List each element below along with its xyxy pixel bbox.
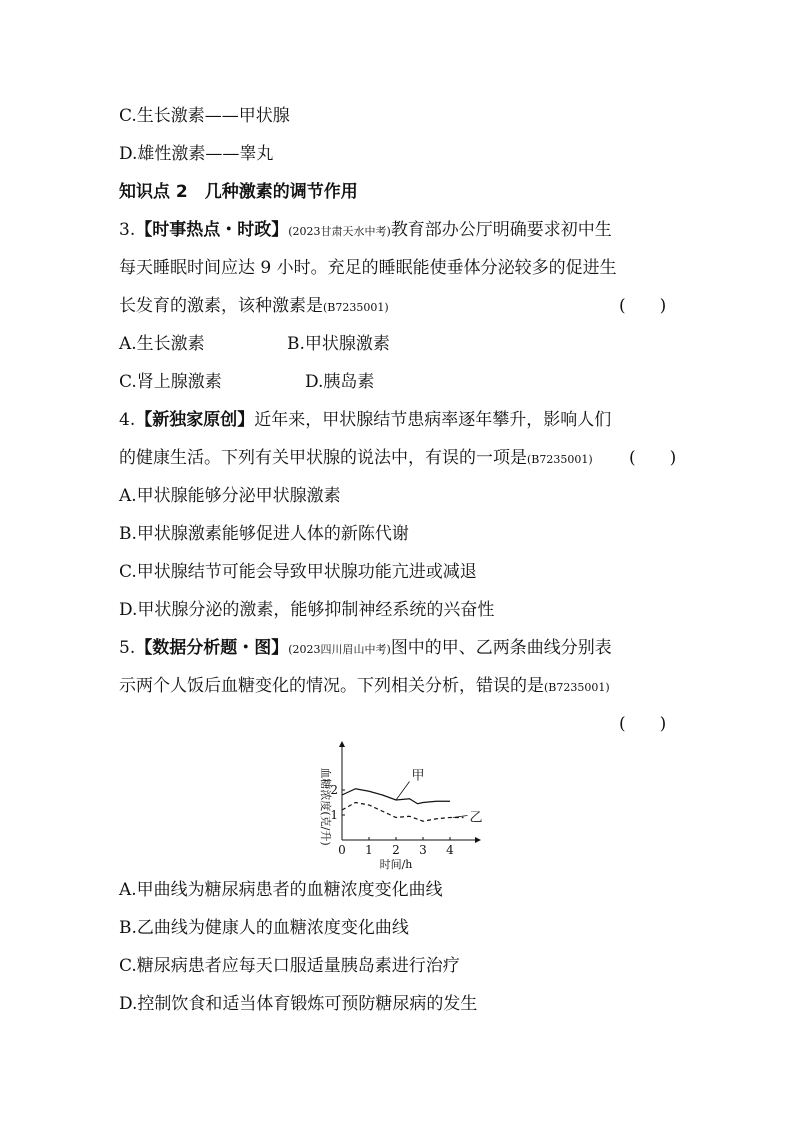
y-axis-label: 血糖浓度(克/升) [319, 767, 332, 846]
q3-option-c: C.肾上腺激素 [119, 372, 222, 392]
q5-line2 [119, 676, 610, 698]
x-tick-label: 0 [338, 843, 346, 857]
q3-option-b: B.甲状腺激素 [287, 334, 390, 354]
q3-tag: 【时事热点・时政】 [135, 220, 289, 240]
q5-option-d: D.控制饮食和适当体育锻炼可预防糖尿病的发生 [119, 994, 478, 1014]
x-tick-label: 1 [365, 843, 373, 857]
x-tick-label: 4 [446, 843, 454, 857]
q4-line1 [119, 410, 611, 430]
q3-option-d: D.胰岛素 [305, 372, 375, 392]
q3-code: (B7235001) [323, 301, 389, 314]
q4-line1-text: 近年来，甲状腺结节患病率逐年攀升，影响人们 [254, 410, 612, 430]
q5-tag: 【数据分析题・图】 [135, 638, 289, 658]
q4-line2-text: 的健康生活。下列有关甲状腺的说法中，有误的一项是 [119, 448, 527, 468]
prev-option-c: C.生长激素——甲状腺 [119, 106, 290, 126]
y-tick-label: 1 [330, 808, 338, 822]
q5-number: 5. [119, 638, 136, 658]
x-tick-label: 3 [419, 843, 427, 857]
series-jia-label: 甲 [411, 768, 425, 784]
section-heading: 知识点 2 几种激素的调节作用 [119, 182, 358, 202]
q3-line3 [119, 296, 389, 318]
q4-option-c: C.甲状腺结节可能会导致甲状腺功能亢进或减退 [119, 562, 477, 582]
q5-line1 [119, 638, 612, 660]
q5-line1-text: 图中的甲、乙两条曲线分别表 [390, 638, 612, 658]
series-yi-leader [453, 816, 468, 818]
q3-number: 3. [119, 220, 136, 240]
q4-number: 4. [119, 410, 136, 430]
q4-option-b: B.甲状腺激素能够促进人体的新陈代谢 [119, 524, 409, 544]
q4-code: (B7235001) [527, 453, 593, 466]
x-tick-label: 2 [392, 843, 400, 857]
q5-source: (2023四川眉山中考) [288, 643, 391, 656]
q3-line2: 每天睡眠时间应达 9 小时。充足的睡眠能使垂体分泌较多的促进生 [119, 258, 617, 278]
q4-line2 [119, 448, 593, 470]
q5-answer-paren: ( ) [619, 714, 667, 734]
q5-option-a: A.甲曲线为糖尿病患者的血糖浓度变化曲线 [119, 880, 443, 900]
q3-answer-paren: ( ) [619, 296, 667, 316]
q3-line1 [119, 220, 612, 242]
blood-sugar-chart [300, 738, 500, 870]
series-jia-line [342, 789, 450, 804]
q5-line2-text: 示两个人饭后血糖变化的情况。下列相关分析，错误的是 [119, 676, 544, 696]
q4-option-d: D.甲状腺分泌的激素，能够抑制神经系统的兴奋性 [119, 600, 495, 620]
q4-option-a: A.甲状腺能够分泌甲状腺激素 [119, 486, 341, 506]
q5-code: (B7235001) [544, 681, 610, 694]
q3-line3-text: 长发育的激素，该种激素是 [119, 296, 323, 316]
q4-answer-paren: ( ) [629, 448, 677, 468]
q5-option-c: C.糖尿病患者应每天口服适量胰岛素进行治疗 [119, 956, 460, 976]
q3-options-row1 [119, 334, 390, 354]
y-tick-label: 2 [330, 783, 338, 797]
q4-tag: 【新独家原创】 [135, 410, 255, 430]
q3-options-row2 [119, 372, 374, 392]
prev-option-d: D.雄性激素——睾丸 [119, 144, 274, 164]
q5-option-b: B.乙曲线为健康人的血糖浓度变化曲线 [119, 918, 409, 938]
q3-line1-text: 教育部办公厅明确要求初中生 [390, 220, 612, 240]
x-axis-label: 时间/h [379, 858, 413, 870]
series-jia-leader [396, 782, 410, 801]
q3-source: (2023甘肃天水中考) [288, 225, 391, 238]
series-yi-line [342, 803, 464, 822]
q3-option-a: A.生长激素 [119, 334, 205, 354]
series-yi-label: 乙 [469, 810, 483, 826]
